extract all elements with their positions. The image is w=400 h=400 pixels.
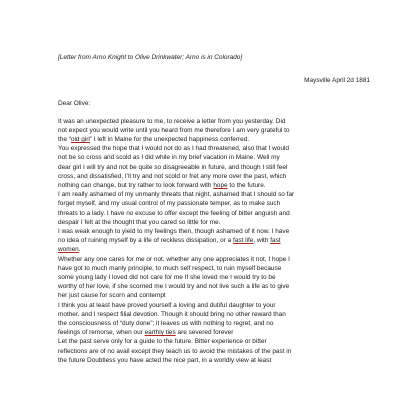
salutation: Dear Olive: [58,100,91,108]
text-fragment: are severed forever [175,329,234,337]
paragraph-line [58,135,370,144]
letter-heading: [Letter from Arno Knight to Olive Drinkwater; Arno is in Colorado] [58,54,243,61]
text-fragment: ” I left in Maine for the unexpected happiness conferred. [89,136,250,144]
dateline: Maysville April 2d 1881 [304,77,370,85]
paragraph-1 [58,117,370,145]
text-fragment: to the future. [227,182,266,190]
paragraph-line: the consciousness of “duty done”; it leaves us with nothing to regret, and no [58,320,274,328]
paragraph-line [58,236,370,245]
paragraph-line: have got to much manly principle, to much self respect, to ruin myself because [58,264,282,272]
paragraph-6 [58,301,370,338]
annotation-link-women[interactable]: women [58,246,79,254]
paragraph-line: dear girl I will try and not be quite so disagreeable in future, and though I still feel [58,163,288,171]
paragraph-line: some young lady I loved did not care for me If she loved me I would try to be [58,274,276,282]
paragraph-5 [58,255,370,301]
annotation-link-fast-life[interactable]: fast life [232,237,254,245]
paragraph-line: forget myself, and my usual control of my passionate temper, as to make such [58,200,281,208]
text-fragment: the “ [58,136,71,144]
paragraph-7 [58,337,370,365]
paragraph-3 [58,190,370,227]
paragraph-line: not expect you would write until you heard from me therefore I am very grateful to [58,126,290,134]
text-fragment: nothing can change, but try rather to look forward with [58,182,214,190]
text-fragment: . [78,246,81,254]
paragraph-line: I think you at least have proved yourself a loving and dutiful daughter to your [58,301,276,309]
annotation-link-earthly-ties[interactable]: earthly ties [144,329,176,337]
paragraph-line: not be so cross and scold as I did while in my brief vacation in Maine. Well my [58,154,280,162]
annotation-link-fast[interactable]: fast [270,237,281,245]
paragraph-line: worthy of her love, if she scorned me I would try and not live such a life as to give [58,283,290,291]
paragraph-line: Let the past serve only for a guide to the future. Bitter experience or bitter [58,338,267,346]
paragraph-line: the future Doubtless you have acted the nice part, in a worldly view at least [58,356,272,364]
annotation-link-hope[interactable]: hope [213,182,228,190]
paragraph-line [58,181,370,190]
paragraph-line: cross, and dissatisfied, I’ll try and not scold or fret any more over the past, which [58,172,287,180]
paragraph-2 [58,144,370,190]
paragraph-line: I was weak enough to yield to my feelings then, though ashamed of it now. I have [58,228,290,236]
paragraph-line: despair I felt at the thought that you cared so little for me. [58,218,221,226]
text-fragment: no idea of ruining myself by a life of reckless dissipation, or a [58,237,233,245]
paragraph-line [58,328,370,337]
paragraph-line: It was an unexpected pleasure to me, to receive a letter from you yesterday. Did [58,117,286,125]
paragraph-4 [58,227,370,255]
paragraph-line: mother, and I respect filial devotion. Though it should bring no other reward than [58,310,286,318]
text-fragment: , with [253,237,271,245]
paragraph-line: You expressed the hope that I would not do as I had threatened, also that I would [58,145,289,153]
paragraph-line [58,245,370,254]
annotation-link-old-girl[interactable]: old girl [70,136,90,144]
text-fragment: feelings of remorse, when our [58,329,145,337]
paragraph-line: I am really ashamed of my unmanly threats that night, ashamed that I should so far [58,191,295,199]
paragraph-line: her just cause for scorn and contempt [58,292,166,300]
letter-body [58,53,370,365]
paragraph-line: Whether any one cares for me or not, whether any one appreciates it not, I hope I [58,255,290,263]
paragraph-line: threats to a lady. I have no excuse to offer except the feeling of bitter anguish and [58,209,290,217]
paragraph-line: reflections are of no avail except they teach us to avoid the mistakes of the past in [58,347,292,355]
